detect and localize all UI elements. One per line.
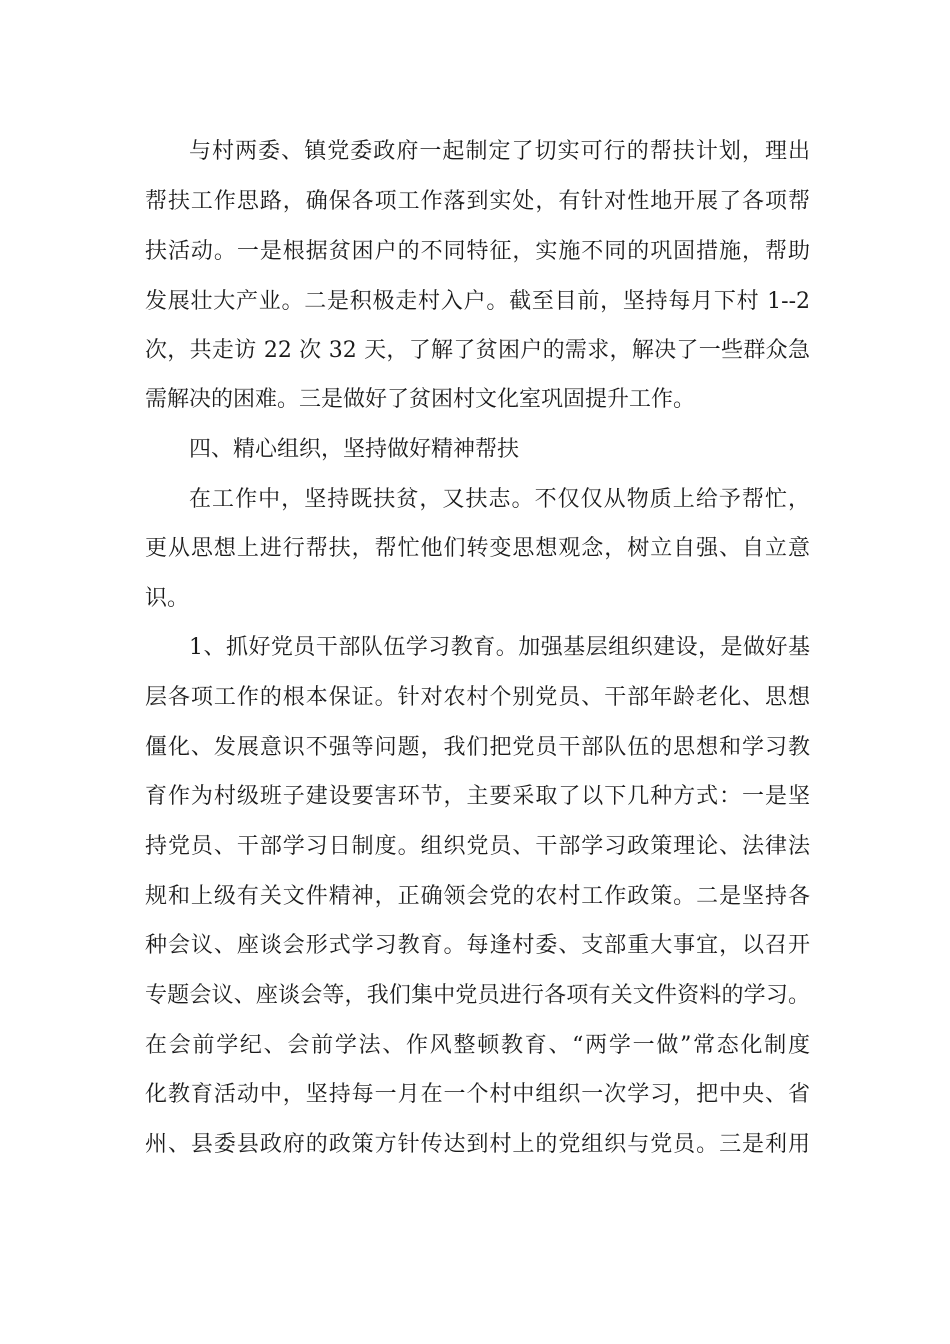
paragraph-line: 与村两委、镇党委政府一起制定了切实可行的帮扶计划，理出 bbox=[189, 139, 810, 164]
paragraph-line: 在会前学纪、会前学法、作风整顿教育、“两学一做”常态化制度 bbox=[145, 1033, 810, 1058]
paragraph-line: 规和上级有关文件精神，正确领会党的农村工作政策。二是坚持各 bbox=[145, 884, 810, 909]
paragraph-line: 化教育活动中，坚持每一月在一个村中组织一次学习，把中央、省 bbox=[145, 1082, 810, 1107]
paragraph-line: 种会议、座谈会形式学习教育。每逢村委、支部重大事宜，以召开 bbox=[145, 933, 810, 958]
paragraph-line: 次，共走访 22 次 32 天，了解了贫困户的需求，解决了一些群众急 bbox=[145, 338, 810, 363]
paragraph-line: 育作为村级班子建设要害环节，主要采取了以下几种方式：一是坚 bbox=[145, 784, 810, 809]
paragraph-line: 帮扶工作思路，确保各项工作落到实处，有针对性地开展了各项帮 bbox=[145, 189, 810, 214]
paragraph-line: 需解决的困难。三是做好了贫困村文化室巩固提升工作。 bbox=[145, 387, 696, 412]
paragraph-line: 持党员、干部学习日制度。组织党员、干部学习政策理论、法律法 bbox=[145, 834, 810, 859]
paragraph-line: 1、抓好党员干部队伍学习教育。加强基层组织建设，是做好基 bbox=[189, 635, 810, 660]
paragraph-line: 识。 bbox=[145, 586, 190, 611]
paragraph-line: 扶活动。一是根据贫困户的不同特征，实施不同的巩固措施，帮助 bbox=[145, 239, 810, 264]
paragraph-line: 专题会议、座谈会等，我们集中党员进行各项有关文件资料的学习。 bbox=[145, 983, 810, 1008]
paragraph-line: 州、县委县政府的政策方针传达到村上的党组织与党员。三是利用 bbox=[145, 1132, 810, 1157]
section-heading: 四、精心组织，坚持做好精神帮扶 bbox=[189, 437, 520, 462]
paragraph-line: 层各项工作的根本保证。针对农村个别党员、干部年龄老化、思想 bbox=[145, 685, 810, 710]
paragraph-line: 发展壮大产业。二是积极走村入户。截至目前，坚持每月下村 1--2 bbox=[145, 289, 810, 314]
paragraph-line: 僵化、发展意识不强等问题，我们把党员干部队伍的思想和学习教 bbox=[145, 735, 810, 760]
paragraph-line: 在工作中，坚持既扶贫，又扶志。不仅仅从物质上给予帮忙， bbox=[189, 487, 810, 512]
paragraph-line: 更从思想上进行帮扶，帮忙他们转变思想观念，树立自强、自立意 bbox=[145, 536, 810, 561]
